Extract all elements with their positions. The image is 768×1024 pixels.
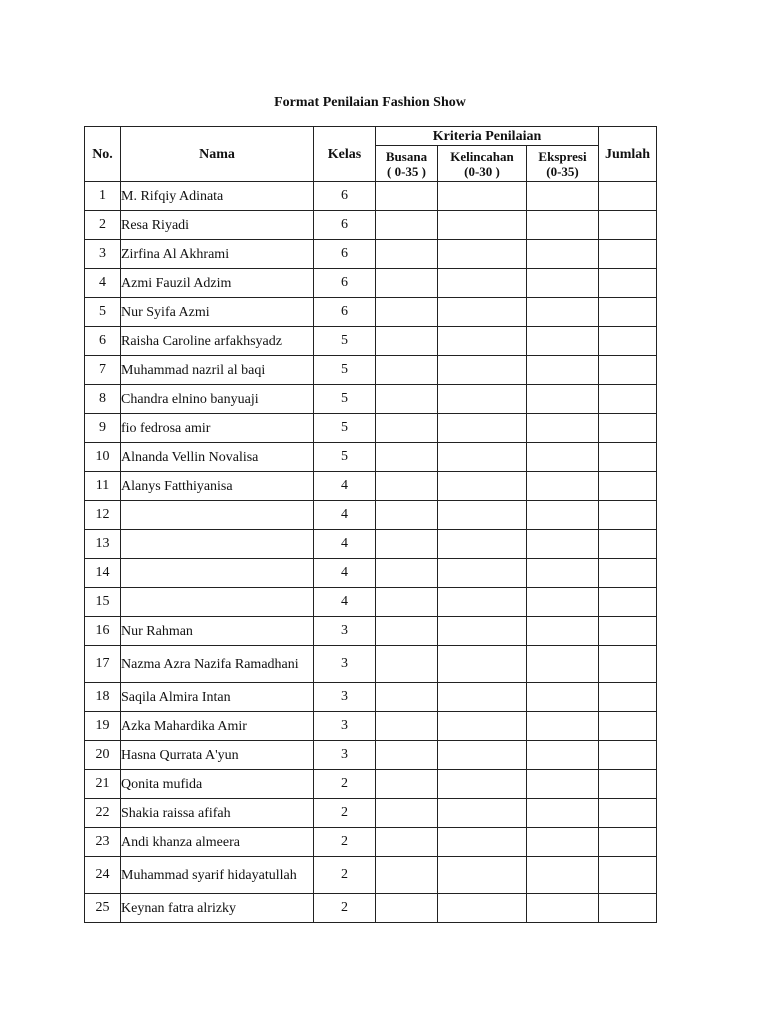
header-total: Jumlah [599, 127, 657, 182]
row-number: 15 [85, 588, 121, 617]
student-kelas: 3 [314, 712, 376, 741]
score-kelincahan [438, 588, 527, 617]
student-kelas: 2 [314, 770, 376, 799]
criteria-range: ( 0-35 ) [387, 163, 426, 179]
student-kelas: 6 [314, 269, 376, 298]
table-row [85, 240, 657, 269]
score-kelincahan [438, 298, 527, 327]
score-kelincahan [438, 646, 527, 683]
header-criteria-busana [376, 146, 438, 182]
score-total [599, 356, 657, 385]
row-number: 12 [85, 501, 121, 530]
student-name: Muhammad syarif hidayatullah [121, 857, 314, 894]
student-kelas: 5 [314, 414, 376, 443]
score-ekspresi [527, 472, 599, 501]
student-name: Resa Riyadi [121, 211, 314, 240]
score-busana [376, 799, 438, 828]
score-kelincahan [438, 182, 527, 211]
row-number: 10 [85, 443, 121, 472]
row-number: 22 [85, 799, 121, 828]
score-ekspresi [527, 182, 599, 211]
table-row [85, 356, 657, 385]
student-kelas: 2 [314, 799, 376, 828]
row-number: 18 [85, 683, 121, 712]
score-ekspresi [527, 646, 599, 683]
student-kelas: 6 [314, 211, 376, 240]
student-name [121, 530, 314, 559]
row-number: 13 [85, 530, 121, 559]
table-row [85, 770, 657, 799]
score-ekspresi [527, 530, 599, 559]
score-kelincahan [438, 712, 527, 741]
score-kelincahan [438, 356, 527, 385]
student-name: Nur Rahman [121, 617, 314, 646]
score-ekspresi [527, 240, 599, 269]
score-ekspresi [527, 559, 599, 588]
score-total [599, 182, 657, 211]
score-kelincahan [438, 501, 527, 530]
score-ekspresi [527, 741, 599, 770]
score-kelincahan [438, 414, 527, 443]
table-row [85, 828, 657, 857]
score-busana [376, 298, 438, 327]
student-name [121, 588, 314, 617]
row-number: 3 [85, 240, 121, 269]
score-kelincahan [438, 741, 527, 770]
score-ekspresi [527, 683, 599, 712]
student-name: Muhammad nazril al baqi [121, 356, 314, 385]
student-name: Andi khanza almeera [121, 828, 314, 857]
student-kelas: 4 [314, 530, 376, 559]
student-kelas: 5 [314, 385, 376, 414]
criteria-range: (0-30 ) [464, 163, 500, 179]
score-kelincahan [438, 559, 527, 588]
student-kelas: 6 [314, 240, 376, 269]
score-total [599, 501, 657, 530]
row-number: 21 [85, 770, 121, 799]
student-name: Nazma Azra Nazifa Ramadhani [121, 646, 314, 683]
row-number: 7 [85, 356, 121, 385]
student-kelas: 5 [314, 443, 376, 472]
score-total [599, 894, 657, 923]
score-total [599, 385, 657, 414]
score-total [599, 443, 657, 472]
table-row [85, 588, 657, 617]
score-total [599, 472, 657, 501]
student-name: Hasna Qurrata A'yun [121, 741, 314, 770]
table-row [85, 857, 657, 894]
student-kelas: 3 [314, 741, 376, 770]
score-kelincahan [438, 828, 527, 857]
score-ekspresi [527, 894, 599, 923]
student-kelas: 4 [314, 472, 376, 501]
row-number: 9 [85, 414, 121, 443]
table-row [85, 530, 657, 559]
student-name: Azka Mahardika Amir [121, 712, 314, 741]
student-kelas: 4 [314, 559, 376, 588]
page-title: Format Penilaian Fashion Show [274, 95, 466, 110]
student-name: Zirfina Al Akhrami [121, 240, 314, 269]
table-row [85, 617, 657, 646]
header-no: No. [85, 127, 121, 182]
score-busana [376, 240, 438, 269]
student-kelas: 3 [314, 617, 376, 646]
criteria-label: Busana [385, 148, 428, 164]
student-kelas: 2 [314, 828, 376, 857]
row-number: 5 [85, 298, 121, 327]
score-total [599, 617, 657, 646]
score-total [599, 828, 657, 857]
score-busana [376, 646, 438, 683]
criteria-label: Ekspresi [538, 148, 587, 164]
score-total [599, 559, 657, 588]
score-total [599, 240, 657, 269]
criteria-label: Kelincahan [450, 148, 514, 164]
score-total [599, 530, 657, 559]
table-row [85, 799, 657, 828]
student-kelas: 4 [314, 501, 376, 530]
score-total [599, 857, 657, 894]
row-number: 25 [85, 894, 121, 923]
score-busana [376, 617, 438, 646]
score-ekspresi [527, 327, 599, 356]
score-ekspresi [527, 588, 599, 617]
score-total [599, 646, 657, 683]
score-busana [376, 588, 438, 617]
table-body [85, 182, 657, 923]
student-name: Chandra elnino banyuaji [121, 385, 314, 414]
score-total [599, 712, 657, 741]
score-total [599, 683, 657, 712]
score-ekspresi [527, 298, 599, 327]
score-busana [376, 894, 438, 923]
student-name: Qonita mufida [121, 770, 314, 799]
score-busana [376, 327, 438, 356]
table-header [85, 127, 657, 182]
student-kelas: 3 [314, 683, 376, 712]
student-kelas: 2 [314, 894, 376, 923]
score-busana [376, 356, 438, 385]
student-name: Alanys Fatthiyanisa [121, 472, 314, 501]
header-criteria-ekspresi [527, 146, 599, 182]
header-kelas: Kelas [314, 127, 376, 182]
score-total [599, 588, 657, 617]
student-name: Nur Syifa Azmi [121, 298, 314, 327]
score-kelincahan [438, 211, 527, 240]
score-ekspresi [527, 211, 599, 240]
header-criteria-kelincahan [438, 146, 527, 182]
score-busana [376, 385, 438, 414]
header-criteria-group: Kriteria Penilaian [376, 127, 599, 146]
score-busana [376, 443, 438, 472]
score-kelincahan [438, 683, 527, 712]
assessment-table [84, 126, 657, 923]
score-kelincahan [438, 857, 527, 894]
score-busana [376, 828, 438, 857]
score-busana [376, 559, 438, 588]
score-busana [376, 770, 438, 799]
score-ekspresi [527, 617, 599, 646]
table-row [85, 443, 657, 472]
score-ekspresi [527, 712, 599, 741]
student-name: M. Rifqiy Adinata [121, 182, 314, 211]
table-row [85, 269, 657, 298]
score-busana [376, 741, 438, 770]
score-busana [376, 501, 438, 530]
score-ekspresi [527, 799, 599, 828]
student-name: Azmi Fauzil Adzim [121, 269, 314, 298]
score-ekspresi [527, 356, 599, 385]
score-kelincahan [438, 530, 527, 559]
score-total [599, 269, 657, 298]
score-kelincahan [438, 385, 527, 414]
student-kelas: 5 [314, 327, 376, 356]
score-total [599, 211, 657, 240]
score-busana [376, 211, 438, 240]
table-row [85, 741, 657, 770]
table-row [85, 501, 657, 530]
table-row [85, 646, 657, 683]
score-ekspresi [527, 385, 599, 414]
table-row [85, 211, 657, 240]
table-row [85, 298, 657, 327]
score-kelincahan [438, 770, 527, 799]
score-ekspresi [527, 857, 599, 894]
student-name: fio fedrosa amir [121, 414, 314, 443]
score-busana [376, 712, 438, 741]
student-kelas: 4 [314, 588, 376, 617]
score-busana [376, 472, 438, 501]
score-busana [376, 414, 438, 443]
student-name: Shakia raissa afifah [121, 799, 314, 828]
table-row [85, 327, 657, 356]
table-row [85, 182, 657, 211]
row-number: 2 [85, 211, 121, 240]
score-busana [376, 857, 438, 894]
row-number: 1 [85, 182, 121, 211]
table-row [85, 559, 657, 588]
table-row [85, 894, 657, 923]
table-row [85, 683, 657, 712]
score-kelincahan [438, 269, 527, 298]
student-name: Saqila Almira Intan [121, 683, 314, 712]
student-name: Raisha Caroline arfakhsyadz [121, 327, 314, 356]
score-kelincahan [438, 617, 527, 646]
row-number: 8 [85, 385, 121, 414]
table-row [85, 712, 657, 741]
score-busana [376, 269, 438, 298]
row-number: 23 [85, 828, 121, 857]
score-kelincahan [438, 894, 527, 923]
score-busana [376, 182, 438, 211]
score-kelincahan [438, 472, 527, 501]
score-ekspresi [527, 828, 599, 857]
score-busana [376, 683, 438, 712]
score-total [599, 770, 657, 799]
score-busana [376, 530, 438, 559]
score-kelincahan [438, 443, 527, 472]
score-total [599, 327, 657, 356]
row-number: 19 [85, 712, 121, 741]
row-number: 6 [85, 327, 121, 356]
header-name: Nama [121, 127, 314, 182]
student-name: Alnanda Vellin Novalisa [121, 443, 314, 472]
criteria-range: (0-35) [546, 163, 579, 179]
table-row [85, 414, 657, 443]
row-number: 14 [85, 559, 121, 588]
row-number: 4 [85, 269, 121, 298]
score-kelincahan [438, 240, 527, 269]
score-ekspresi [527, 501, 599, 530]
table-row [85, 385, 657, 414]
student-name [121, 501, 314, 530]
table-row [85, 472, 657, 501]
student-kelas: 6 [314, 298, 376, 327]
row-number: 11 [85, 472, 121, 501]
score-ekspresi [527, 269, 599, 298]
student-kelas: 2 [314, 857, 376, 894]
row-number: 24 [85, 857, 121, 894]
row-number: 20 [85, 741, 121, 770]
score-kelincahan [438, 327, 527, 356]
score-total [599, 414, 657, 443]
score-total [599, 799, 657, 828]
student-name [121, 559, 314, 588]
student-name: Keynan fatra alrizky [121, 894, 314, 923]
score-total [599, 741, 657, 770]
student-kelas: 5 [314, 356, 376, 385]
row-number: 16 [85, 617, 121, 646]
score-ekspresi [527, 414, 599, 443]
score-ekspresi [527, 770, 599, 799]
student-kelas: 6 [314, 182, 376, 211]
score-kelincahan [438, 799, 527, 828]
row-number: 17 [85, 646, 121, 683]
score-total [599, 298, 657, 327]
student-kelas: 3 [314, 646, 376, 683]
score-ekspresi [527, 443, 599, 472]
